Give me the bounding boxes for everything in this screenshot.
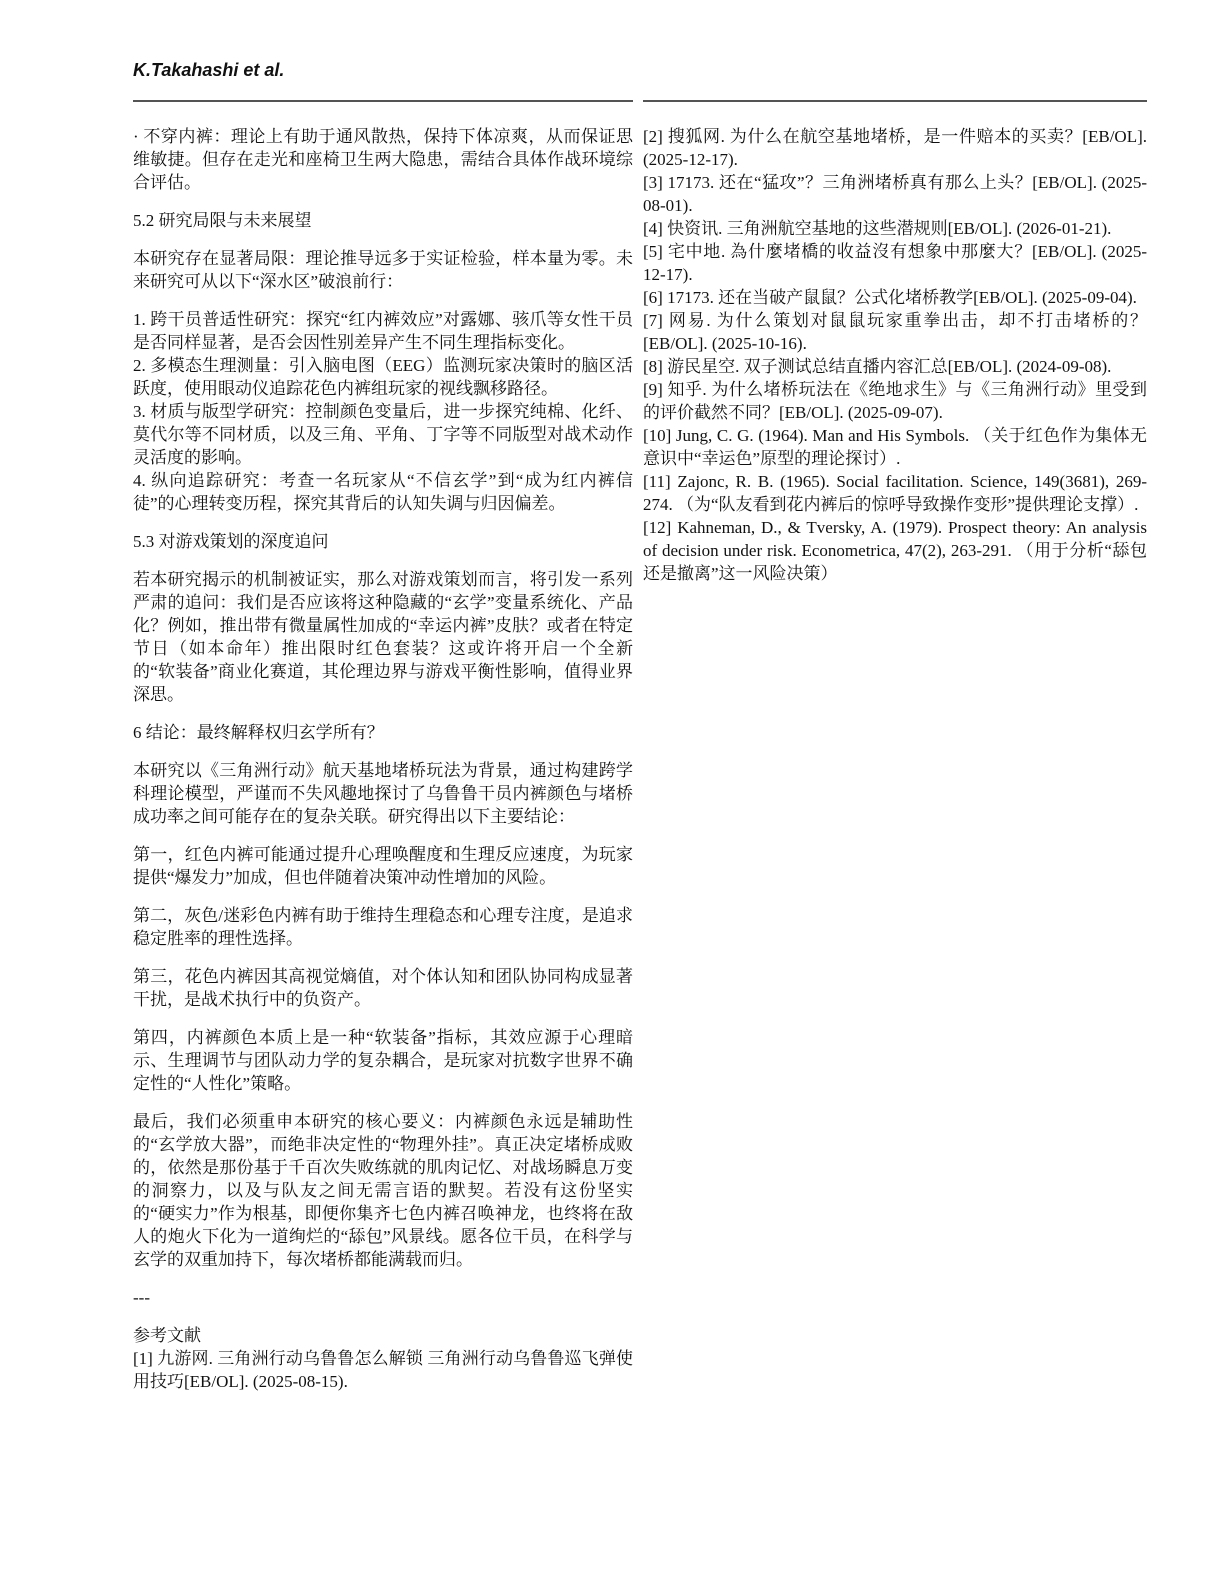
reference-item-7: [7] 网易. 为什么策划对鼠鼠玩家重拳出击，却不打击堵桥的？[EB/OL]. (2025-10-16). bbox=[643, 311, 1147, 353]
paragraph-conclusion-4: 第四，内裤颜色本质上是一种“软装备”指标，其效应源于心理暗示、生理调节与团队动力学的复杂耦合，是玩家对抗数字世界不确定性的“人性化”策略。 bbox=[133, 1028, 633, 1093]
section-heading-5-2: 5.2 研究局限与未来展望 bbox=[133, 211, 312, 230]
list-item-1: 1. 跨干员普适性研究：探究“红内裤效应”对露娜、骇爪等女性干员是否同样显著，是否会因性别差异产生不同生理指标变化。 bbox=[133, 310, 633, 352]
references-section bbox=[133, 1324, 633, 1393]
paragraph-game-design: 若本研究揭示的机制被证实，那么对游戏策划而言，将引发一系列严肃的追问：我们是否应该将这种隐藏的“玄学”变量系统化、产品化？例如，推出带有微量属性加成的“幸运内裤”皮肤？或者在特定节日（如本命年）推出限时红色套装？这或许将开启一个全新的“软装备”商业化赛道，其伦理边界与游戏平衡性影响，值得业界深思。 bbox=[133, 570, 633, 704]
section-heading-5-3: 5.3 对游戏策划的深度追问 bbox=[133, 532, 329, 551]
reference-item-9: [9] 知乎. 为什么堵桥玩法在《绝地求生》与《三角洲行动》里受到的评价截然不同？[EB/OL]. (2025-09-07). bbox=[643, 380, 1147, 422]
reference-item-12: [12] Kahneman, D., & Tversky, A. (1979). Prospect theory: An analysis of decision under risk. Econometrica, 47(2), 263-291. （用于分析“舔包还是撤离”这一风险决策） bbox=[643, 518, 1147, 583]
right-column bbox=[643, 125, 1147, 585]
list-item-3: 3. 材质与版型学研究：控制颜色变量后，进一步探究纯棉、化纤、莫代尔等不同材质，以及三角、平角、丁字等不同版型对战术动作灵活度的影响。 bbox=[133, 402, 633, 467]
header-rule-left bbox=[133, 100, 633, 102]
reference-item-11: [11] Zajonc, R. B. (1965). Social facilitation. Science, 149(3681), 269-274. （为“队友看到花内裤后的惊呼导致操作变形”提供理论支撑）. bbox=[643, 472, 1147, 514]
future-research-list bbox=[133, 308, 633, 515]
paragraph-conclusion-3: 第三，花色内裤因其高视觉熵值，对个体认知和团队协同构成显著干扰，是战术执行中的负资产。 bbox=[133, 967, 633, 1009]
reference-item-3: [3] 17173. 还在“猛攻”？三角洲堵桥真有那么上头？[EB/OL]. (2025-08-01). bbox=[643, 173, 1147, 215]
header-rule-right bbox=[643, 100, 1147, 102]
references-heading: 参考文献 bbox=[133, 1326, 201, 1345]
reference-item-6: [6] 17173. 还在当破产鼠鼠？公式化堵桥教学[EB/OL]. (2025-09-04). bbox=[643, 288, 1137, 307]
reference-item-4: [4] 快资讯. 三角洲航空基地的这些潜规则[EB/OL]. (2026-01-21). bbox=[643, 219, 1112, 238]
reference-item-1: [1] 九游网. 三角洲行动乌鲁鲁怎么解锁 三角洲行动乌鲁鲁巡飞弹使用技巧[EB/OL]. (2025-08-15). bbox=[133, 1349, 633, 1391]
paragraph-conclusion-1: 第一，红色内裤可能通过提升心理唤醒度和生理反应速度，为玩家提供“爆发力”加成，但也伴随着决策冲动性增加的风险。 bbox=[133, 845, 633, 887]
paragraph-conclusion-intro: 本研究以《三角洲行动》航天基地堵桥玩法为背景，通过构建跨学科理论模型，严谨而不失风趣地探讨了乌鲁鲁干员内裤颜色与堵桥成功率之间可能存在的复杂关联。研究得出以下主要结论： bbox=[133, 761, 633, 826]
list-item-4: 4. 纵向追踪研究：考查一名玩家从“不信玄学”到“成为红内裤信徒”的心理转变历程，探究其背后的认知失调与归因偏差。 bbox=[133, 471, 633, 513]
section-heading-6: 6 结论：最终解释权归玄学所有？ bbox=[133, 723, 384, 742]
paragraph-final-remarks: 最后，我们必须重申本研究的核心要义：内裤颜色永远是辅助性的“玄学放大器”，而绝非决定性的“物理外挂”。真正决定堵桥成败的，依然是那份基于千百次失败练就的肌肉记忆、对战场瞬息万变的洞察力，以及与队友之间无需言语的默契。若没有这份坚实的“硬实力”作为根基，即便你集齐七色内裤召唤神龙，也终将在敌人的炮火下化为一道绚烂的“舔包”风景线。愿各位干员，在科学与玄学的双重加持下，每次堵桥都能满载而归。 bbox=[133, 1112, 633, 1269]
reference-item-5: [5] 宅中地. 為什麼堵橋的收益沒有想象中那麼大？[EB/OL]. (2025-12-17). bbox=[643, 242, 1147, 284]
divider-dashes: --- bbox=[133, 1288, 150, 1307]
running-head-author: K.Takahashi et al. bbox=[133, 60, 285, 80]
list-item-2: 2. 多模态生理测量：引入脑电图（EEG）监测玩家决策时的脑区活跃度，使用眼动仪追踪花色内裤组玩家的视线飘移路径。 bbox=[133, 356, 633, 398]
reference-item-2: [2] 搜狐网. 为什么在航空基地堵桥，是一件赔本的买卖？[EB/OL]. (2025-12-17). bbox=[643, 127, 1147, 169]
reference-item-10: [10] Jung, C. G. (1964). Man and His Symbols. （关于红色作为集体无意识中“幸运色”原型的理论探讨）. bbox=[643, 426, 1147, 468]
paragraph-limitations: 本研究存在显著局限：理论推导远多于实证检验，样本量为零。未来研究可从以下“深水区”破浪前行： bbox=[133, 249, 633, 291]
paragraph-no-underwear: · 不穿内裤：理论上有助于通风散热，保持下体凉爽，从而保证思维敏捷。但存在走光和座椅卫生两大隐患，需结合具体作战环境综合评估。 bbox=[133, 127, 633, 192]
paragraph-conclusion-2: 第二，灰色/迷彩色内裤有助于维持生理稳态和心理专注度，是追求稳定胜率的理性选择。 bbox=[133, 906, 633, 948]
reference-item-8: [8] 游民星空. 双子测试总结直播内容汇总[EB/OL]. (2024-09-08). bbox=[643, 357, 1112, 376]
left-column bbox=[133, 125, 633, 1393]
